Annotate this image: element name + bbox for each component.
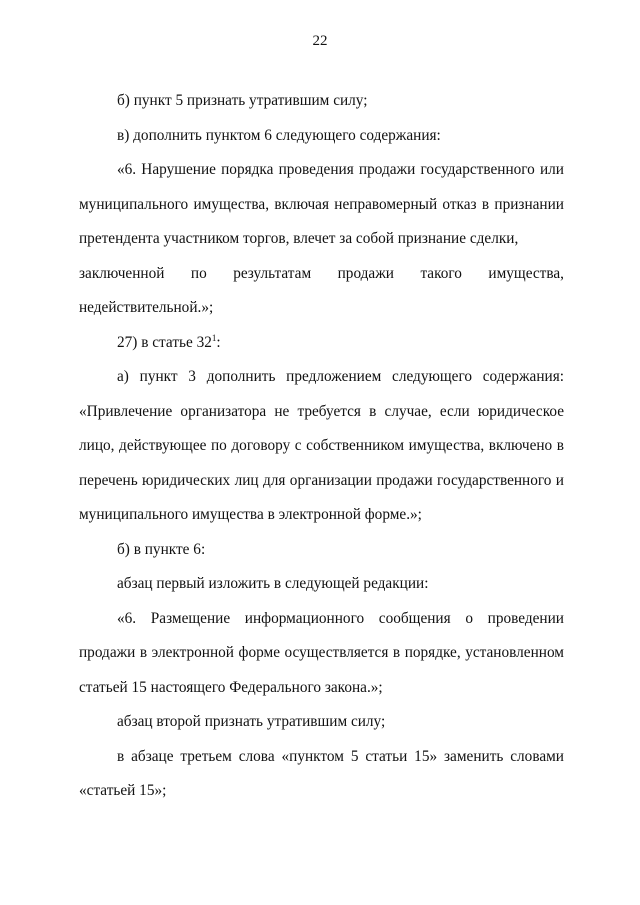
- page-number: 22: [312, 33, 328, 49]
- paragraph-quote-item6-placement: «6. Размещение информационного сообщения о проведении продажи в электронной форме осуществляется в порядке, установленном статьей 15 настоящего Федерального закона.»;: [79, 609, 564, 696]
- quote-word: такого: [420, 264, 462, 282]
- article-prefix: 27) в статье 32: [117, 333, 212, 351]
- paragraph-quote-item6-violation: [79, 153, 564, 257]
- quote-word: по: [190, 264, 207, 282]
- paragraph-third-abzac: в абзаце третьем слова «пунктом 5 статьи 15» заменить словами «статьей 15»;: [79, 747, 564, 799]
- quote-item6-text: «6. Нарушение порядка проведения продажи государственного или муниципального имущества, включая неправомерный отказ в признании претендента участником торгов, влечет за собой признание сделки,: [79, 161, 564, 247]
- paragraph-27-article: [79, 326, 564, 361]
- quote-word: заключенной: [79, 264, 165, 282]
- article-suffix: :: [216, 333, 221, 351]
- paragraph-second-abzac: абзац второй признать утратившим силу;: [117, 713, 386, 730]
- paragraph-quote-item6-line: [79, 257, 564, 292]
- article-superscript: 1: [211, 332, 217, 343]
- paragraph-a-item3: а) пункт 3 дополнить предложением следующего содержания: «Привлечение организатора не требуется в случае, если юридическое лицо, действующее по договору с собственником имущества, включено в перечень юридических лиц для организации продажи государственного и муниципального имущества в электронной форме.»;: [79, 368, 564, 523]
- paragraph-quote-item6-end: недействительной.»;: [79, 299, 214, 316]
- paragraph-first-abzac: абзац первый изложить в следующей редакции:: [117, 575, 429, 592]
- quote-word: имущества,: [488, 264, 564, 282]
- quote-word: продажи: [337, 264, 394, 282]
- document-body: [79, 84, 564, 809]
- paragraph-b-item5: б) пункт 5 признать утратившим силу;: [117, 92, 368, 109]
- paragraph-v-add-item6: в) дополнить пунктом 6 следующего содержания:: [117, 126, 441, 144]
- paragraph-b-item6: б) в пункте 6:: [117, 540, 206, 558]
- quote-word: результатам: [233, 264, 312, 282]
